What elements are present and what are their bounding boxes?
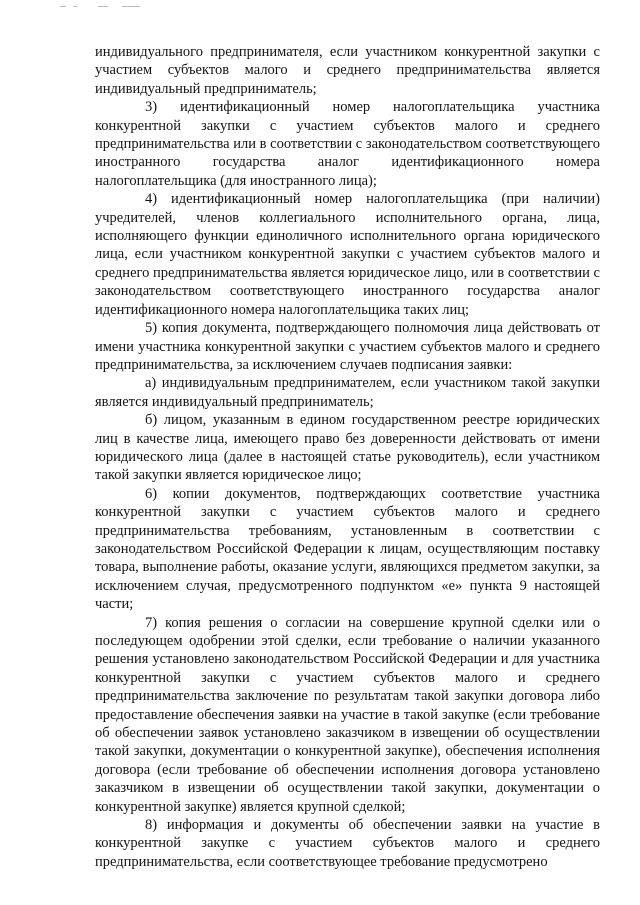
paragraph-continuation: индивидуального предпринимателя, если участником конкурентной закупки с участием субъектов малого и среднего предпринимательства является индивидуальный предприниматель;: [95, 44, 600, 97]
paragraph-item-7: 7) копия решения о согласии на совершение крупной сделки или о последующем одобрении этой сделки, если требование о наличии указанного решения установлено законодательством Российской Федерации и для участника конкурентной закупки с участием субъектов малого и среднего предпринимательства заключение по результатам такой закупки договора либо предоставление обеспечения заявки на участие в такой закупке (если требование об обеспечении заявок установлено заказчиком в извещении об осуществлении такой закупки, документации о конкурентной закупке), обеспечения исполнения договора (если требование об обеспечении исполнения договора установлено заказчиком в извещении об осуществлении такой закупки, документации о конкурентной закупке) является крупной сделкой;: [95, 614, 600, 815]
paragraph-item-5a: а) индивидуальным предпринимателем, если участником такой закупки является индивидуальный предприниматель;: [95, 375, 600, 410]
paragraph-item-3: 3) идентификационный номер налогоплательщика участника конкурентной закупки с участием субъектов малого и среднего предпринимательства или в соответствии с законодательством соответствующего иностранного государства аналог идентификационного номера налогоплательщика (для иностранного лица);: [95, 99, 600, 189]
paragraph-item-4: 4) идентификационный номер налогоплательщика (при наличии) учредителей, членов коллегиального исполнительного органа, лица, исполняющего функции единоличного исполнительного органа юридического лица, если участником конкурентной закупки с участием субъектов малого и среднего предпринимательства является юридическое лицо, или в соответствии с законодательством соответствующего иностранного государства аналог идентификационного номера налогоплательщика таких лиц;: [95, 191, 600, 318]
document-body: [95, 43, 600, 871]
scan-artifact: [60, 6, 180, 10]
paragraph-item-8: 8) информация и документы об обеспечении заявки на участие в конкурентной закупке с участием субъектов малого и среднего предпринимательства, если соответствующее требование предусмотрено: [95, 817, 600, 870]
paragraph-item-5b: б) лицом, указанным в едином государственном реестре юридических лиц в качестве лица, имеющего право без доверенности действовать от имени юридического лица (далее в настоящей статье руководитель), если участником такой закупки является юридическое лицо;: [95, 412, 600, 484]
paragraph-item-6: 6) копии документов, подтверждающих соответствие участника конкурентной закупки с участием субъектов малого и среднего предпринимательства требованиям, установленным в соответствии с законодательством Российской Федерации к лицам, осуществляющим поставку товара, выполнение работы, оказание услуги, являющихся предметом закупки, за исключением случая, предусмотренного подпунктом «е» пункта 9 настоящей части;: [95, 485, 600, 613]
paragraph-item-5: 5) копия документа, подтверждающего полномочия лица действовать от имени участника конкурентной закупки с участием субъектов малого и среднего предпринимательства, за исключением случаев подписания заявки:: [95, 320, 600, 373]
